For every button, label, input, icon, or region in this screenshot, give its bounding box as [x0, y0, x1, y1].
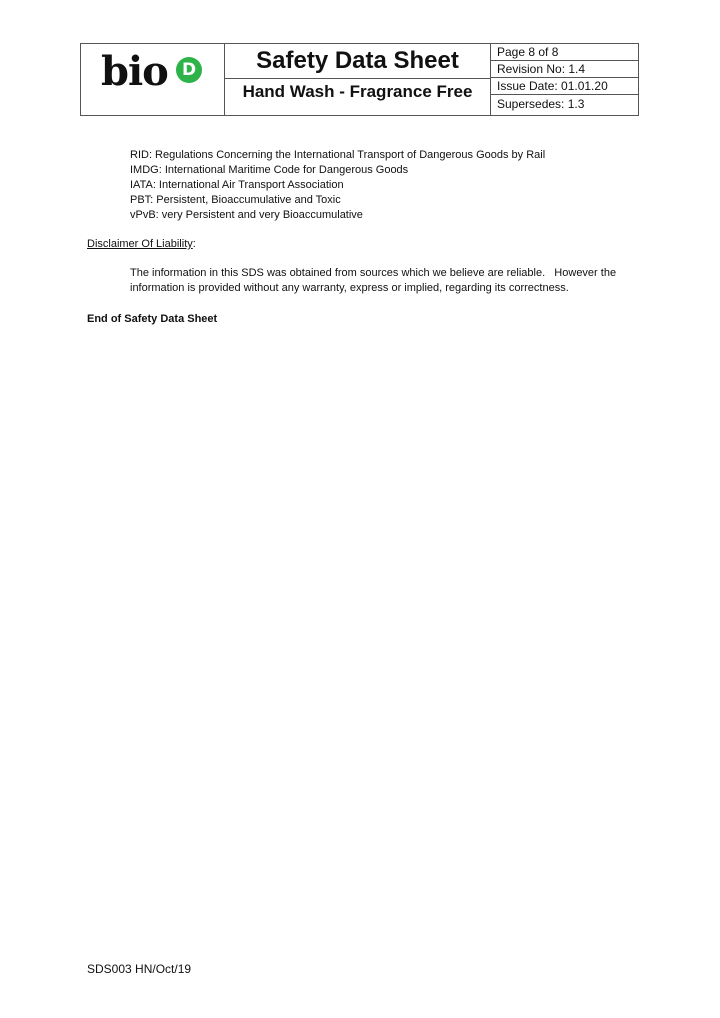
header-table	[80, 43, 639, 116]
disclaimer-line: information is provided without any warranty, express or implied, regarding its correctness.	[130, 282, 569, 294]
disclaimer-line: The information in this SDS was obtained from sources which we believe are reliable. However the	[130, 267, 617, 279]
abbreviation-item: IMDG: International Maritime Code for Dangerous Goods	[130, 164, 409, 176]
logo-text: bio	[101, 48, 168, 95]
document-title: Safety Data Sheet	[225, 44, 490, 79]
issue-date: Issue Date: 01.01.20	[491, 78, 638, 95]
abbreviation-item: vPvB: very Persistent and very Bioaccumulative	[130, 209, 363, 221]
page-number: Page 8 of 8	[491, 44, 638, 61]
meta-cell	[491, 44, 638, 115]
abbreviation-item: RID: Regulations Concerning the International Transport of Dangerous Goods by Rail	[130, 149, 546, 161]
footer-code: SDS003 HN/Oct/19	[87, 962, 192, 976]
disclaimer-heading-text: Disclaimer Of Liability	[87, 238, 193, 250]
title-cell	[225, 44, 491, 115]
revision-number: Revision No: 1.4	[491, 61, 638, 78]
disclaimer-colon: :	[192, 238, 196, 250]
abbreviation-list	[130, 148, 545, 223]
logo-cell	[81, 44, 225, 115]
abbreviation-item: IATA: International Air Transport Association	[130, 179, 344, 191]
logo-badge-icon: D	[176, 57, 202, 83]
abbreviation-item: PBT: Persistent, Bioaccumulative and Toxic	[130, 194, 341, 206]
disclaimer-heading	[87, 237, 196, 252]
disclaimer-body	[130, 266, 630, 296]
product-name: Hand Wash - Fragrance Free	[242, 82, 473, 101]
supersedes: Supersedes: 1.3	[497, 97, 585, 111]
end-of-sheet: End of Safety Data Sheet	[87, 313, 218, 325]
